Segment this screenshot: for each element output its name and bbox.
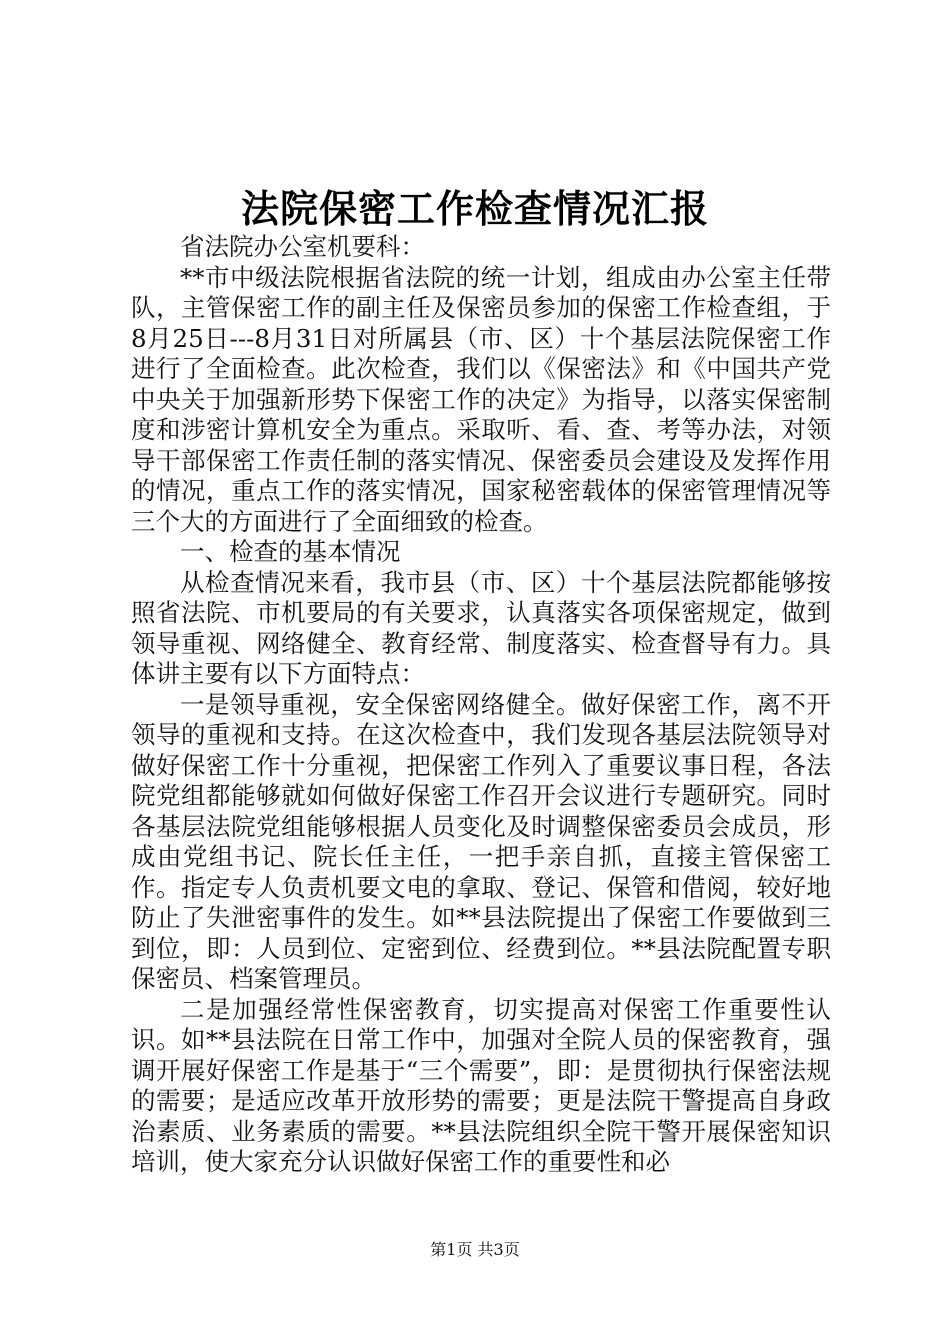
body-paragraph: 二是加强经常性保密教育，切实提高对保密工作重要性认识。如**县法院在日常工作中，加强对全院人员的保密教育，强调开展好保密工作是基于“三个需要”，即：是贯彻执行保密法规的需要；是适应改革开放形势的需要；更是法院干警提高自身政治素质、业务素质的需要。**县法院组织全院干警开展保密知识培训，使大家充分认识做好保密工作的重要性和必 xyxy=(131,994,831,1176)
body-paragraph: 从检查情况来看，我市县（市、区）十个基层法院都能够按照省法院、市机要局的有关要求，认真落实各项保密规定，做到领导重视、网络健全、教育经常、制度落实、检查督导有力。具体讲主要有以下方面特点： xyxy=(131,567,831,688)
body-paragraph: 一是领导重视，安全保密网络健全。做好保密工作，离不开领导的重视和支持。在这次检查中，我们发现各基层法院领导对做好保密工作十分重视，把保密工作列入了重要议事日程，各法院党组都能够就如何做好保密工作召开会议进行专题研究。同时各基层法院党组能够根据人员变化及时调整保密委员会成员，形成由党组书记、院长任主任，一把手亲自抓，直接主管保密工作。指定专人负责机要文电的拿取、登记、保管和借阅，较好地防止了失泄密事件的发生。如**县法院提出了保密工作要做到三到位，即：人员到位、定密到位、经费到位。**县法院配置专职保密员、档案管理员。 xyxy=(131,689,831,993)
section-heading: 一、检查的基本情况 xyxy=(180,537,401,566)
page-number-footer: 第1页 共3页 xyxy=(430,1240,520,1259)
salutation-paragraph: 省法院办公室机要科： xyxy=(180,232,425,261)
document-body xyxy=(131,232,831,1178)
intro-paragraph: **市中级法院根据省法院的统一计划，组成由办公室主任带队，主管保密工作的副主任及保密员参加的保密工作检查组，于8月25日---8月31日对所属县（市、区）十个基层法院保密工作进行了全面检查。此次检查，我们以《保密法》和《中国共产党中央关于加强新形势下保密工作的决定》为指导，以落实保密制度和涉密计算机安全为重点。采取听、看、查、考等办法，对领导干部保密工作责任制的落实情况、保密委员会建设及发挥作用的情况，重点工作的落实情况，国家秘密载体的保密管理情况等三个大的方面进行了全面细致的检查。 xyxy=(131,262,831,536)
document-title: 法院保密工作检查情况汇报 xyxy=(240,186,709,231)
